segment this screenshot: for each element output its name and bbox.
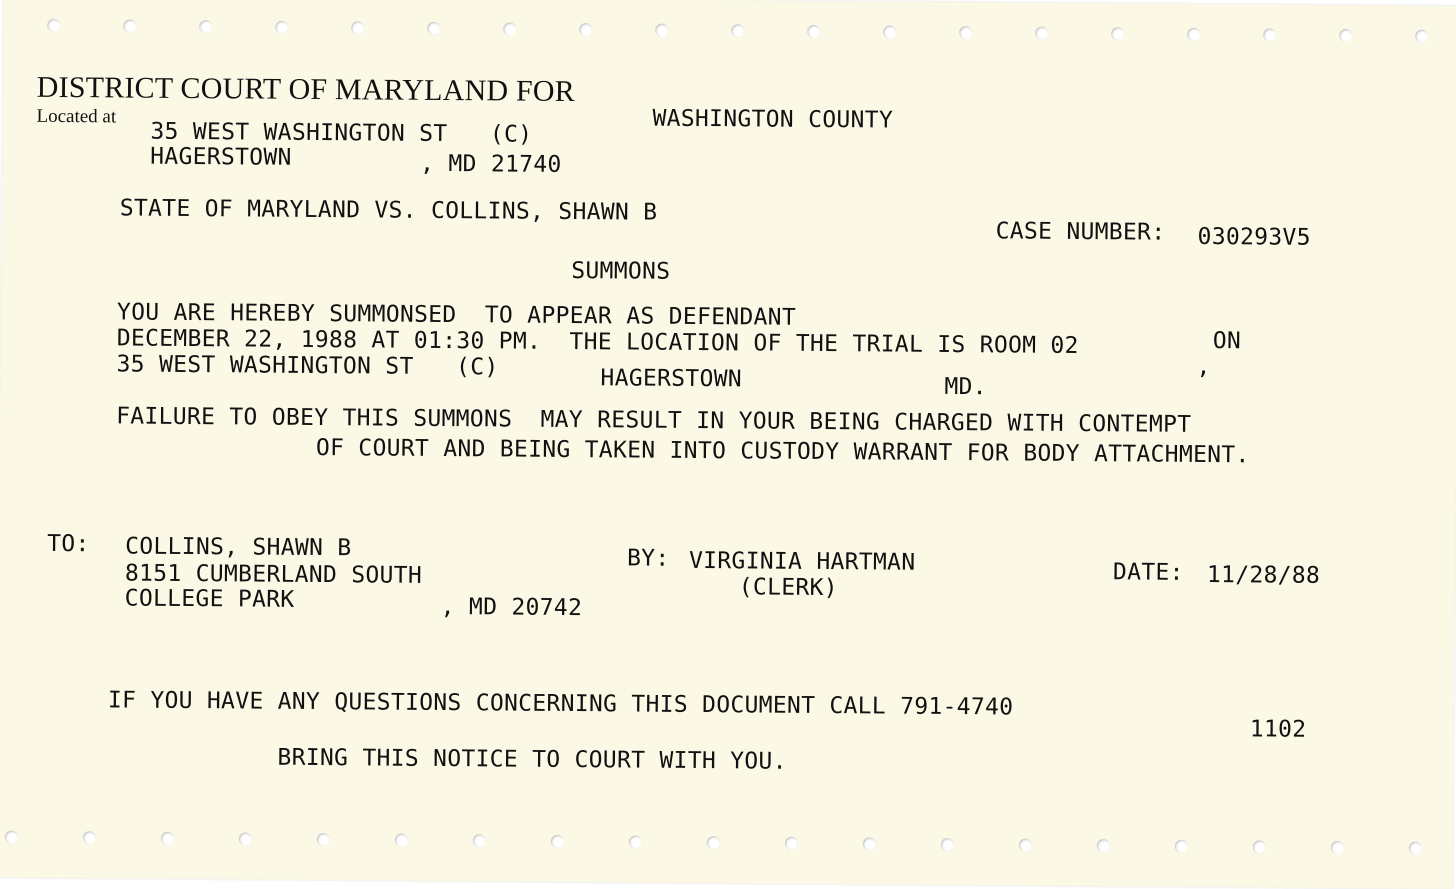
date-label: DATE:	[1112, 559, 1184, 586]
feed-hole	[707, 836, 720, 849]
county-name: WASHINGTON COUNTY	[652, 105, 894, 134]
court-address-city: HAGERSTOWN	[150, 143, 292, 171]
feed-hole	[1019, 839, 1032, 852]
feed-hole	[473, 834, 486, 847]
case-number-label: CASE NUMBER:	[995, 218, 1166, 246]
feed-hole	[1175, 840, 1188, 853]
feed-hole	[1331, 841, 1344, 854]
feed-hole	[1415, 30, 1428, 43]
recipient-state-zip: , MD 20742	[440, 593, 583, 622]
summons-text-on: ON	[1212, 328, 1242, 355]
summons-text-line1: YOU ARE HEREBY SUMMONSED TO APPEAR AS DEFENDANT	[116, 299, 797, 331]
feed-hole	[1339, 29, 1352, 42]
feed-hole	[123, 19, 136, 32]
form-code: 1102	[1249, 716, 1307, 743]
feed-hole	[731, 24, 744, 37]
feed-hole	[351, 21, 364, 34]
clerk-title: (CLERK)	[738, 574, 838, 602]
feed-hole	[785, 837, 798, 850]
to-label: TO:	[47, 530, 90, 558]
feed-hole	[863, 837, 876, 850]
feed-hole	[1409, 842, 1422, 855]
recipient-name: COLLINS, SHAWN B	[125, 533, 352, 562]
feed-hole	[959, 26, 972, 39]
feed-hole	[579, 23, 592, 36]
clerk-name: VIRGINIA HARTMAN	[688, 547, 916, 576]
feed-hole	[1253, 840, 1266, 853]
summons-text-line2: DECEMBER 22, 1988 AT 01:30 PM. THE LOCATION OF THE TRIAL IS ROOM 02	[116, 325, 1079, 359]
feed-hole	[551, 835, 564, 848]
feed-hole	[1111, 27, 1124, 40]
feed-hole	[275, 21, 288, 34]
feed-hole	[83, 831, 96, 844]
warning-line2: OF COURT AND BEING TAKEN INTO CUSTODY WARRANT FOR BODY ATTACHMENT.	[315, 434, 1250, 469]
feed-hole	[1035, 27, 1048, 40]
feed-hole	[47, 19, 60, 32]
recipient-city: COLLEGE PARK	[124, 585, 295, 613]
court-address-state-zip: , MD 21740	[420, 150, 562, 178]
court-address-street: 35 WEST WASHINGTON ST (C)	[150, 118, 533, 148]
feed-hole	[941, 838, 954, 851]
feed-hole	[1097, 839, 1110, 852]
located-at-label: Located at	[36, 105, 117, 128]
feed-hole	[161, 832, 174, 845]
bring-notice: BRING THIS NOTICE TO COURT WITH YOU.	[277, 744, 787, 775]
summons-text-comma: ,	[1196, 353, 1211, 381]
questions-notice: IF YOU HAVE ANY QUESTIONS CONCERNING THIS DOCUMENT CALL 791-4740	[107, 687, 1014, 721]
trial-address-city: HAGERSTOWN	[600, 365, 743, 393]
date-value: 11/28/88	[1206, 561, 1321, 589]
warning-line1: FAILURE TO OBEY THIS SUMMONS MAY RESULT IN YOUR BEING CHARGED WITH CONTEMPT	[116, 403, 1192, 438]
feed-hole	[395, 834, 408, 847]
tractor-feed-holes-bottom	[0, 830, 1453, 861]
feed-hole	[503, 22, 516, 35]
feed-hole	[807, 25, 820, 38]
trial-address-state: MD.	[944, 373, 987, 401]
feed-hole	[199, 20, 212, 33]
feed-hole	[239, 832, 252, 845]
feed-hole	[317, 833, 330, 846]
feed-hole	[427, 22, 440, 35]
case-number: 030293V5	[1197, 223, 1311, 251]
recipient-street: 8151 CUMBERLAND SOUTH	[124, 560, 423, 589]
feed-hole	[5, 831, 18, 844]
by-label: BY:	[626, 545, 670, 572]
feed-hole	[629, 835, 642, 848]
feed-hole	[883, 25, 896, 38]
feed-hole	[1263, 28, 1276, 41]
court-title: DISTRICT COURT OF MARYLAND FOR	[36, 70, 576, 109]
document-title: SUMMONS	[571, 257, 671, 285]
case-caption: STATE OF MARYLAND VS. COLLINS, SHAWN B	[119, 195, 658, 226]
feed-hole	[655, 24, 668, 37]
tractor-feed-holes-top	[3, 19, 1456, 50]
feed-hole	[1187, 28, 1200, 41]
trial-address-street: 35 WEST WASHINGTON ST (C)	[116, 351, 499, 381]
